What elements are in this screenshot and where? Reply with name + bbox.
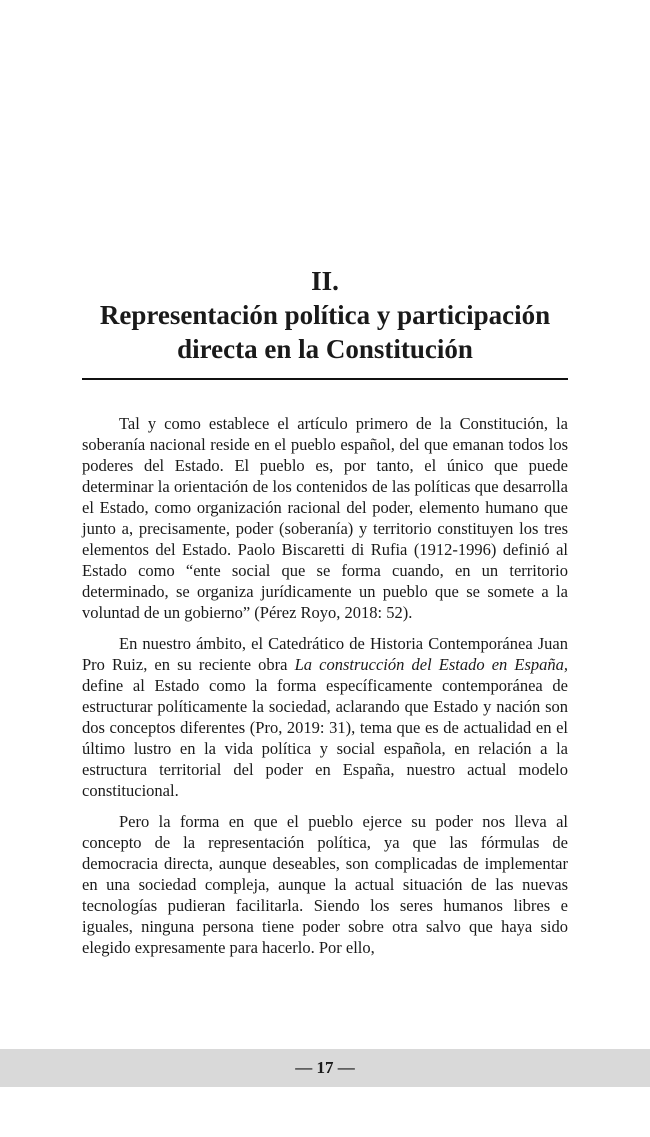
body-paragraph [82,413,568,623]
paragraph-text: En nuestro ámbito, el Catedrático de Historia Contemporánea Juan Pro Ruiz, en su reciente obra [82,634,568,674]
paragraph-text: define al Estado como la forma específicamente contemporánea de estructurar políticamente la sociedad, aclarando que Estado y nación son dos conceptos diferentes (Pro, 2019: 31), tema que es de actualidad en el último lustro en la vida política y social española, en relación a la estructura territorial del poder en España, nuestro actual modelo constitucional. [82,676,568,800]
page-number: — 17 — [295,1058,355,1077]
chapter-number: II. [311,266,339,296]
body-paragraph [82,811,568,958]
paragraph-text: Tal y como establece el artículo primero de la Constitución, la soberanía nacional reside en el pueblo español, del que emanan todos los poderes del Estado. El pueblo es, por tanto, el único que puede determinar la orientación de los contenidos de las políticas que desarrolla el Estado, como organización racional del poder, elemento humano que junto a, precisamente, poder (soberanía) y territorio constituyen los tres elementos del Estado. Paolo Biscaretti di Rufia (1912-1996) definió al Estado como “ente social que se forma cuando, en un territorio determinado, se organiza jurídicamente un pueblo que se somete a la voluntad de un gobierno” (Pérez Royo, 2018: 52). [82,414,568,622]
paragraph-text: Pero la forma en que el pueblo ejerce su poder nos lleva al concepto de la representación política, ya que las fórmulas de democracia directa, aunque deseables, son complicadas de implementar en una sociedad compleja, aunque la actual situación de las nuevas tecnologías pudieran facilitarla. Siendo los seres humanos libres e iguales, ninguna persona tiene poder sobre otra salvo que haya sido elegido expresamente para hacerlo. Por ello, [82,812,568,957]
italic-book-title: La construcción del Estado en España, [294,655,568,674]
body-paragraph [82,633,568,801]
title-rule [82,378,568,380]
body-text [82,413,568,968]
chapter-title: Representación política y participación directa en la Constitución [99,300,551,364]
